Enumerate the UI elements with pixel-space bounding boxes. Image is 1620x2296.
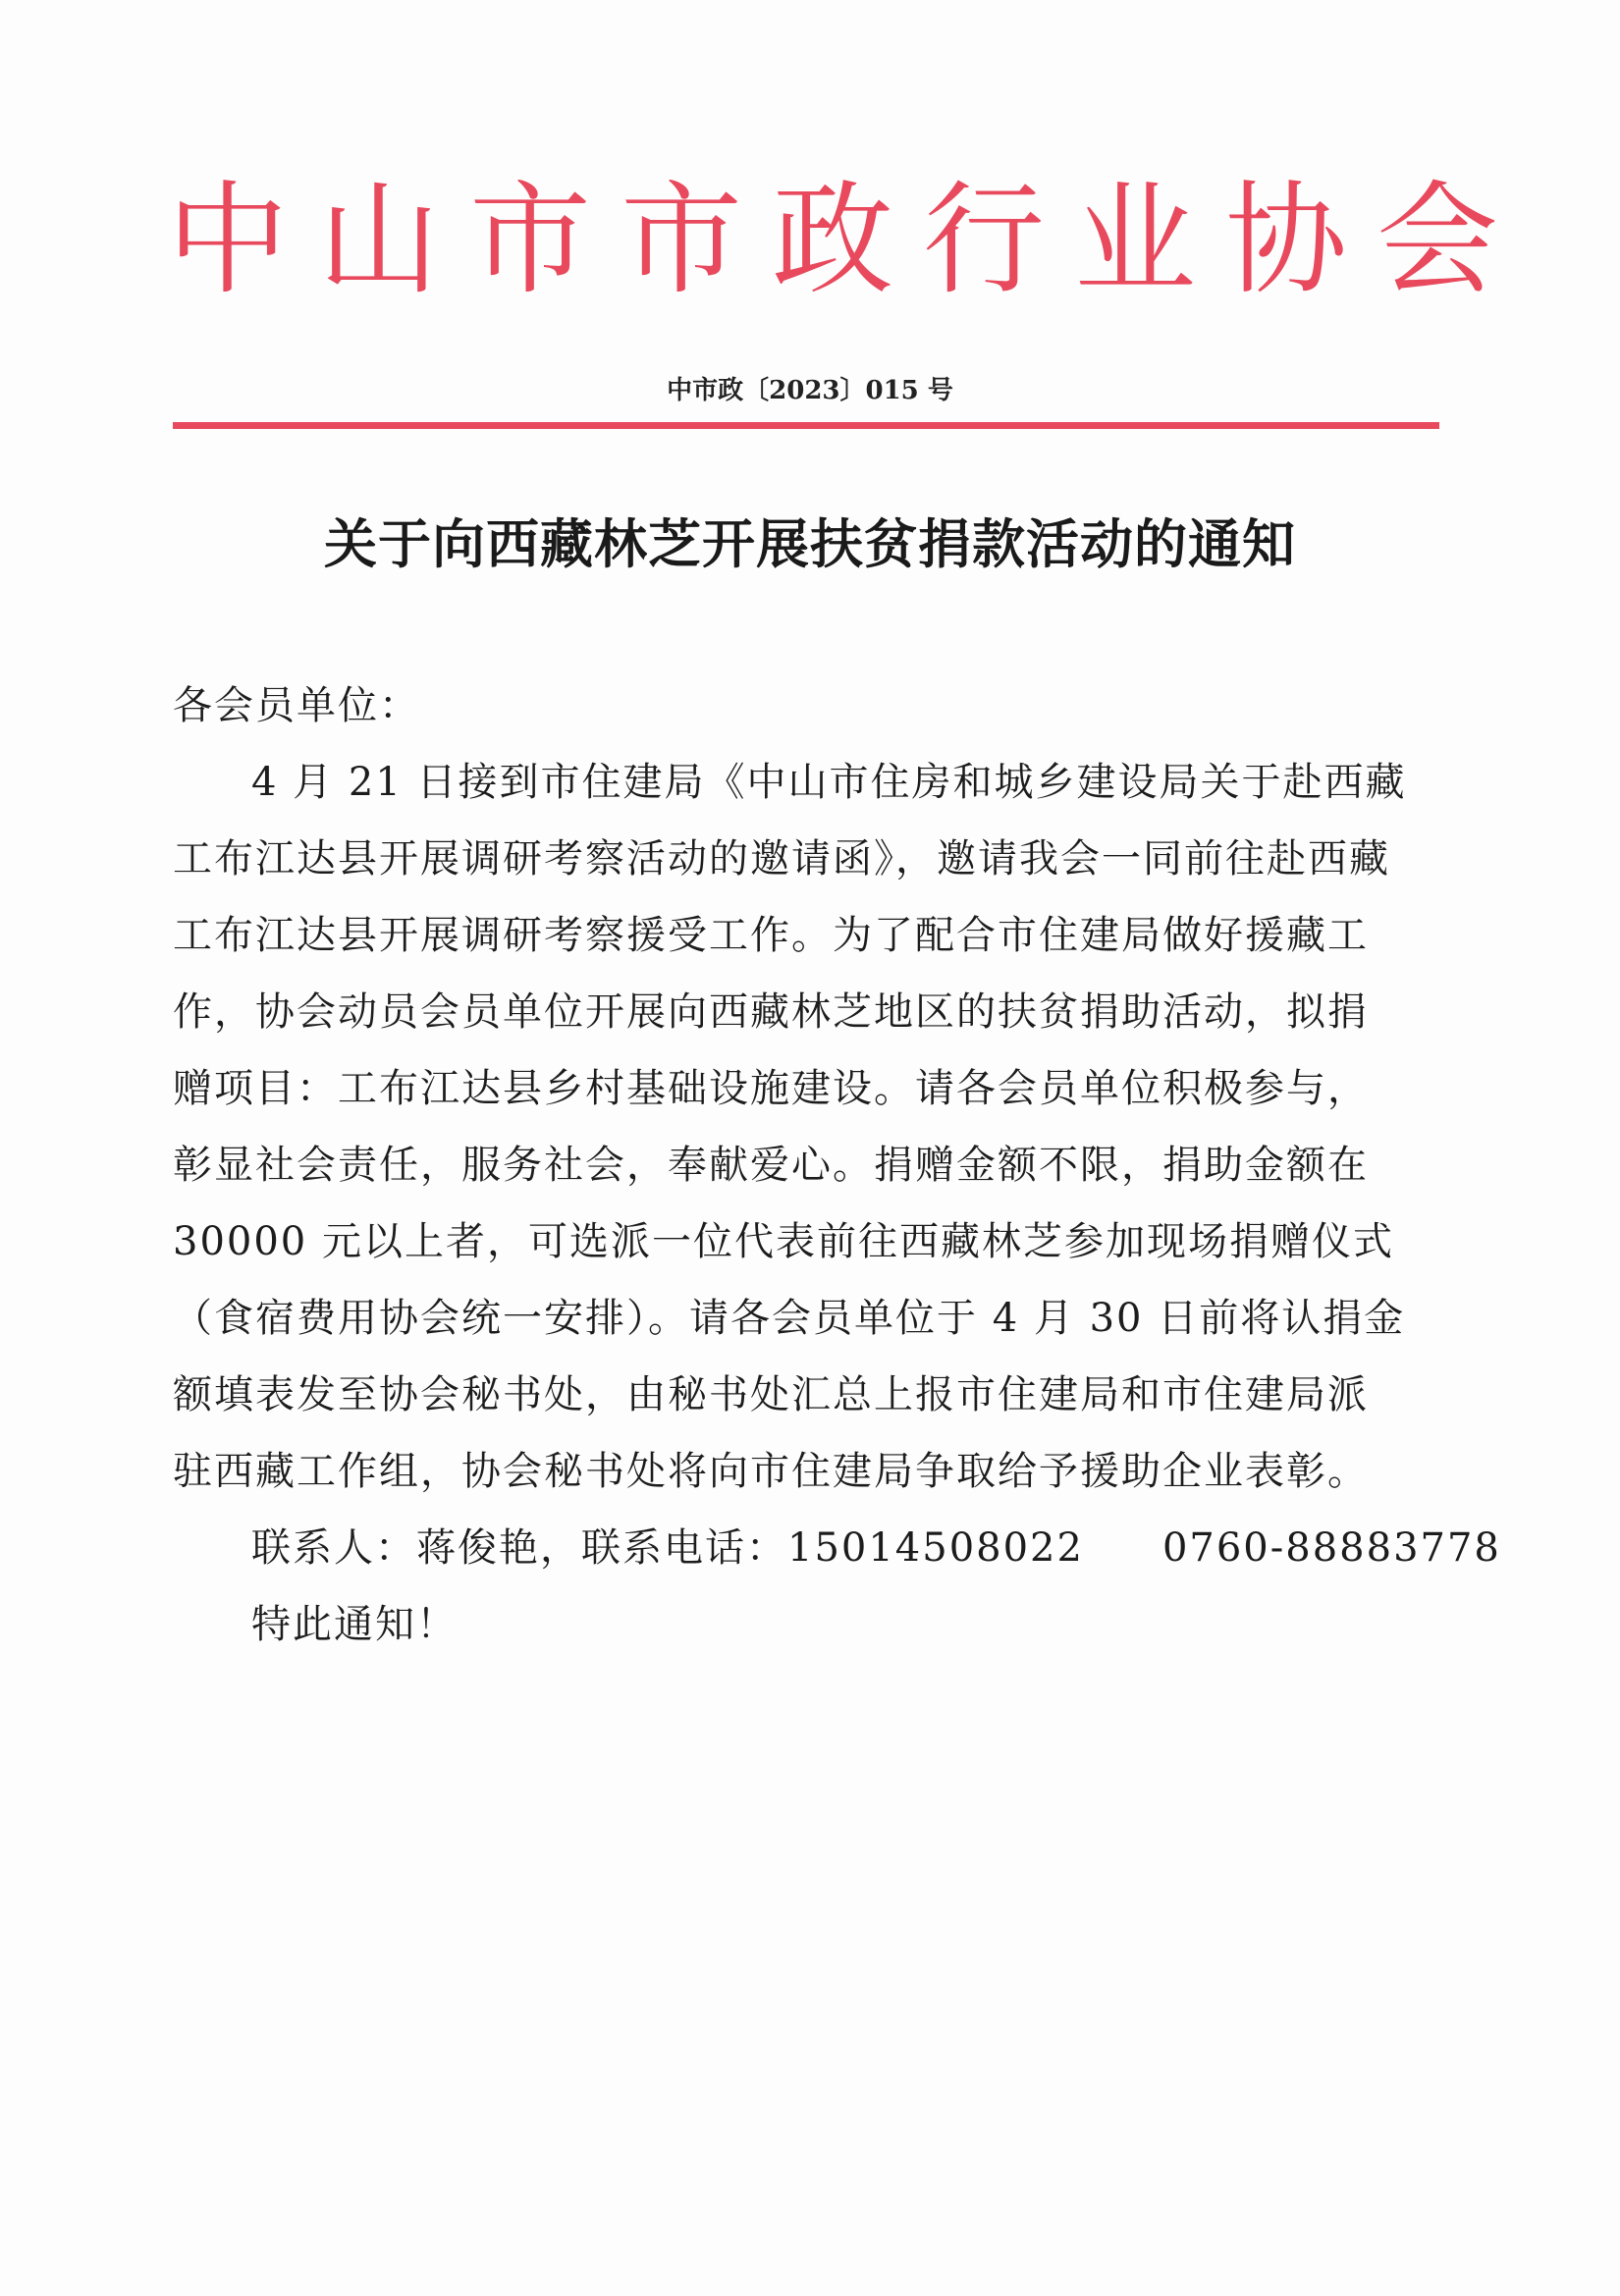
paragraph-line: 彰显社会责任，服务社会，奉献爱心。捐赠金额不限，捐助金额在 xyxy=(173,1143,1369,1188)
contact-phone-2: 0760-88883778 xyxy=(1161,1525,1501,1571)
paragraph-line: 赠项目：工布江达县乡村基础设施建设。请各会员单位积极参与， xyxy=(173,1066,1369,1111)
paragraph-line: 驻西藏工作组，协会秘书处将向市住建局争取给予援助企业表彰。 xyxy=(173,1449,1369,1494)
paragraph-line: 工布江达县开展调研考察活动的邀请函》，邀请我会一同前往赴西藏 xyxy=(173,836,1390,881)
contact-line xyxy=(173,1510,1501,1586)
document-body xyxy=(173,667,1501,1663)
contact-person-phone: 联系人：蒋俊艳，联系电话：15014508022 xyxy=(251,1525,1084,1571)
paragraph-line: 额填表发至协会秘书处，由秘书处汇总上报市住建局和市住建局派 xyxy=(173,1372,1369,1417)
closing-line: 特此通知！ xyxy=(251,1602,458,1647)
paragraph-line: （食宿费用协会统一安排）。请各会员单位于 4 月 30 日前将认捐金 xyxy=(173,1296,1406,1341)
paragraph-line: 作，协会动员会员单位开展向西藏林芝地区的扶贫捐助活动，拟捐 xyxy=(173,989,1369,1035)
paragraph-line: 工布江达县开展调研考察援受工作。为了配合市住建局做好援藏工 xyxy=(173,913,1369,958)
paragraph-line: 4 月 21 日接到市住建局《中山市住房和城乡建设局关于赴西藏 xyxy=(251,760,1407,805)
document-title: 关于向西藏林芝开展扶贫捐款活动的通知 xyxy=(324,513,1296,575)
salutation: 各会员单位： xyxy=(173,683,420,728)
organization-header: 中山市市政行业协会 xyxy=(167,170,1529,311)
paragraph-line: 30000 元以上者，可选派一位代表前往西藏林芝参加现场捐赠仪式 xyxy=(173,1219,1394,1264)
red-divider-line xyxy=(173,422,1439,429)
document-number: 中市政〔2023〕015 号 xyxy=(667,376,953,405)
